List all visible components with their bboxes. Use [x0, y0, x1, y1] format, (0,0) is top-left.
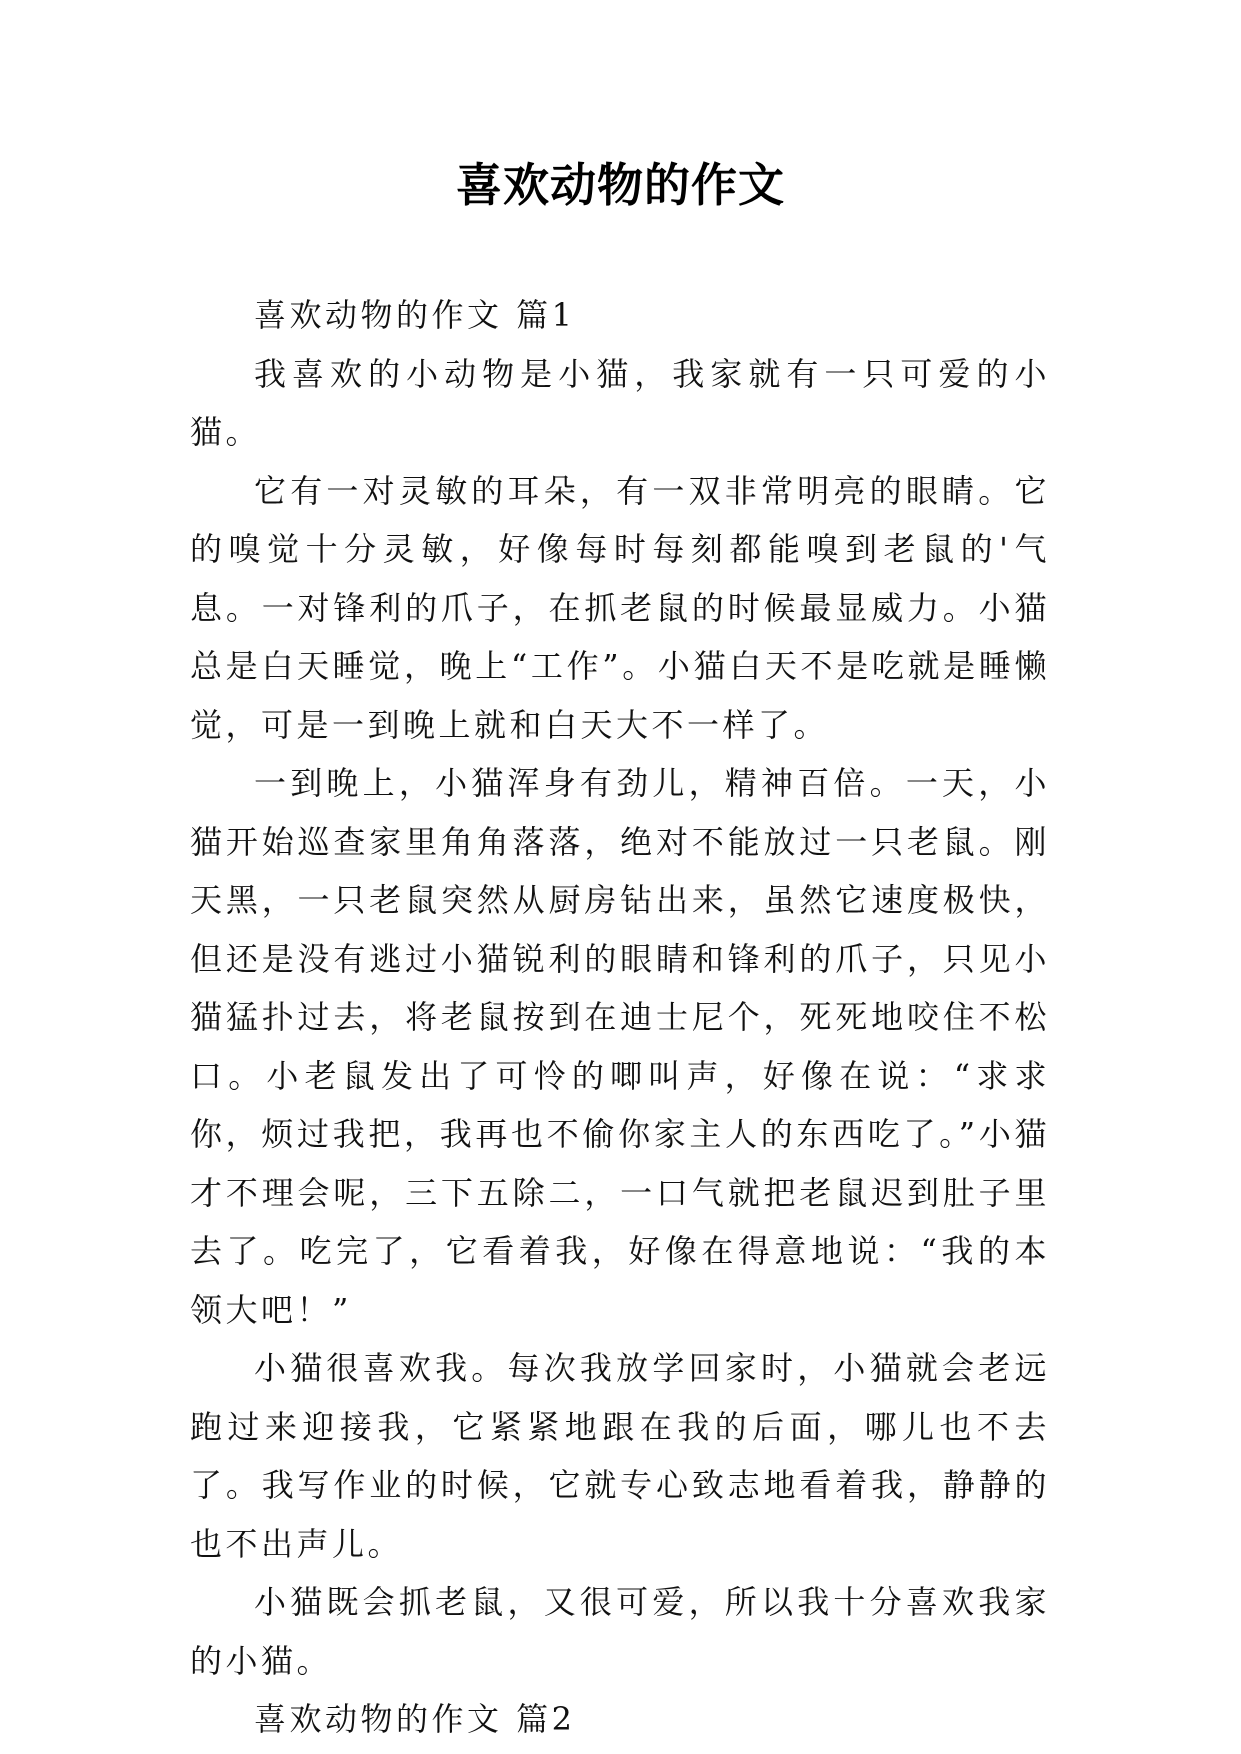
paragraph: 一到晚上，小猫浑身有劲儿，精神百倍。一天，小猫开始巡查家里角角落落，绝对不能放过一只老鼠。刚天黑，一只老鼠突然从厨房钻出来，虽然它速度极快，但还是没有逃过小猫锐利的眼睛和锋利的爪子，只见小猫猛扑过去，将老鼠按到在迪士尼个，死死地咬住不松口。小老鼠发出了可怜的唧叫声，好像在说：“求求你，烦过我把，我再也不偷你家主人的东西吃了。”小猫才不理会呢，三下五除二，一口气就把老鼠迟到肚子里去了。吃完了，它看着我，好像在得意地说：“我的本领大吧！” [190, 764, 1050, 1329]
document-body [190, 286, 1050, 1749]
document-title: 喜欢动物的作文 [456, 158, 785, 212]
paragraph: 小猫很喜欢我。每次我放学回家时，小猫就会老远跑过来迎接我，它紧紧地跟在我的后面，哪儿也不去了。我写作业的时候，它就专心致志地看着我，静静的也不出声儿。 [190, 1349, 1050, 1563]
paragraph: 我喜欢的小动物是小猫，我家就有一只可爱的小猫。 [190, 354, 1050, 451]
section-heading-1: 喜欢动物的作文 篇1 [254, 296, 576, 334]
section-heading-2: 喜欢动物的作文 篇2 [254, 1700, 576, 1738]
paragraph: 小猫既会抓老鼠，又很可爱，所以我十分喜欢我家的小猫。 [190, 1583, 1050, 1680]
paragraph: 它有一对灵敏的耳朵，有一双非常明亮的眼睛。它的嗅觉十分灵敏，好像每时每刻都能嗅到老鼠的'气息。一对锋利的爪子，在抓老鼠的时候最显威力。小猫总是白天睡觉，晚上“工作”。小猫白天不是吃就是睡懒觉，可是一到晚上就和白天大不一样了。 [190, 471, 1050, 744]
